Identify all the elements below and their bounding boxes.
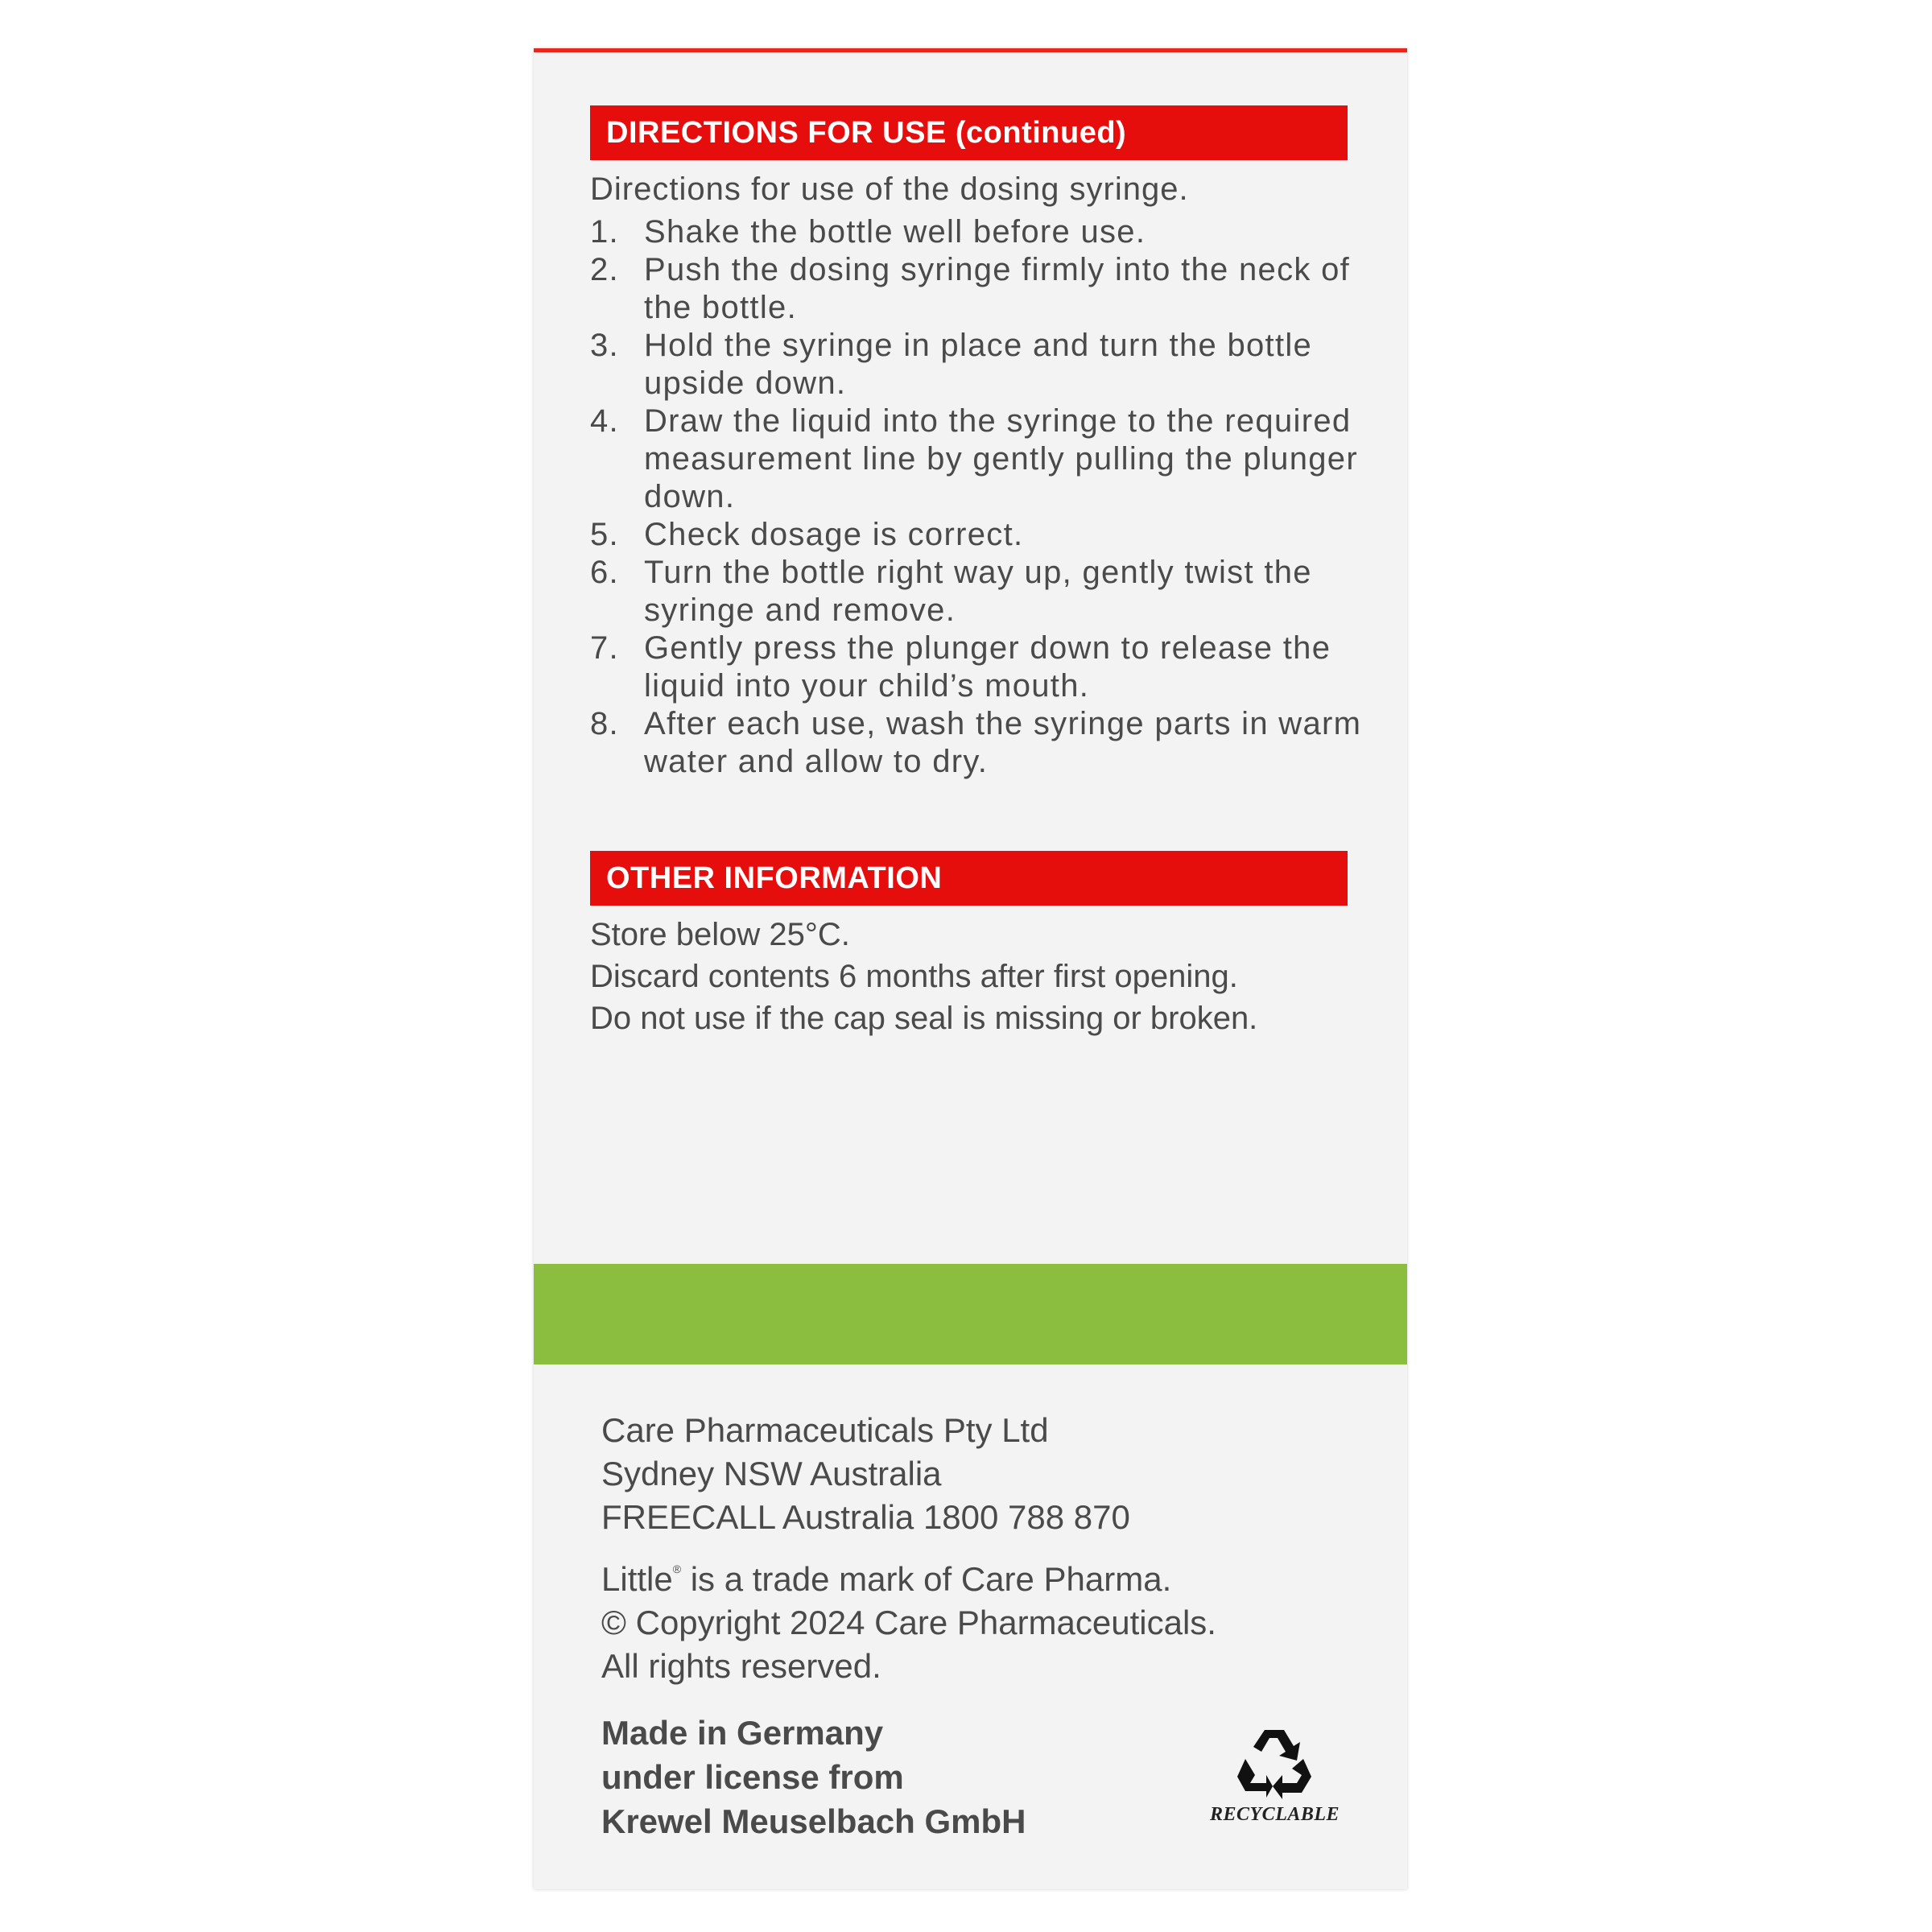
cap-seal-line: Do not use if the cap seal is missing or broken. (590, 1001, 1258, 1036)
company-location: Sydney NSW Australia (601, 1455, 942, 1492)
trademark-word: Little (601, 1560, 673, 1598)
step-number: 8. (590, 706, 619, 741)
recyclable-label: RECYCLABLE (1210, 1804, 1340, 1825)
step-number: 3. (590, 328, 619, 363)
package-panel (534, 48, 1407, 1889)
directions-steps (590, 213, 1363, 781)
step-number: 2. (590, 252, 619, 287)
recyclable-badge (1210, 1727, 1339, 1847)
step-item (590, 213, 1363, 251)
step-item (590, 251, 1363, 327)
license-line: under license from (601, 1758, 904, 1796)
step-text: Check dosage is correct. (644, 517, 1024, 552)
other-info-header: OTHER INFORMATION (590, 851, 1348, 906)
manufacture-info (601, 1711, 1165, 1843)
legal-notice (601, 1547, 1374, 1688)
step-text: Hold the syringe in place and turn the bottle upside down. (644, 328, 1313, 401)
storage-line: Store below 25°C. (590, 917, 850, 952)
rights-line: All rights reserved. (601, 1647, 881, 1685)
step-item (590, 327, 1363, 402)
directions-intro: Directions for use of the dosing syringe. (590, 171, 1189, 207)
made-in-line: Made in Germany (601, 1714, 884, 1752)
step-number: 6. (590, 555, 619, 590)
step-text: Turn the bottle right way up, gently twist the syringe and remove. (644, 555, 1312, 628)
step-number: 4. (590, 403, 619, 439)
step-number: 7. (590, 630, 619, 666)
company-freecall: FREECALL Australia 1800 788 870 (601, 1498, 1130, 1536)
step-item (590, 630, 1363, 705)
discard-line: Discard contents 6 months after first opening. (590, 959, 1238, 994)
step-item (590, 516, 1363, 554)
copyright-line: © Copyright 2024 Care Pharmaceuticals. (601, 1604, 1216, 1641)
green-band (534, 1264, 1407, 1364)
step-number: 1. (590, 214, 619, 250)
recycle-icon (1234, 1727, 1315, 1801)
step-number: 5. (590, 517, 619, 552)
step-text: Push the dosing syringe firmly into the neck of the bottle. (644, 252, 1351, 325)
step-text: Draw the liquid into the syringe to the required measurement line by gently pulling the plunger down. (644, 403, 1358, 514)
licensor-line: Krewel Meuselbach GmbH (601, 1802, 1026, 1840)
step-item (590, 554, 1363, 630)
registered-mark: ® (672, 1563, 682, 1575)
step-text: Shake the bottle well before use. (644, 214, 1146, 250)
directions-header: DIRECTIONS FOR USE (continued) (590, 105, 1348, 160)
trademark-line (601, 1547, 1374, 1601)
step-item (590, 705, 1363, 781)
step-text: After each use, wash the syringe parts in warm water and allow to dry. (644, 706, 1362, 779)
company-name: Care Pharmaceuticals Pty Ltd (601, 1411, 1049, 1449)
step-item (590, 402, 1363, 516)
other-info-lines (590, 914, 1363, 1039)
step-text: Gently press the plunger down to release the liquid into your child’s mouth. (644, 630, 1331, 704)
trademark-rest: is a trade mark of Care Pharma. (681, 1560, 1172, 1598)
company-address (601, 1409, 1374, 1539)
